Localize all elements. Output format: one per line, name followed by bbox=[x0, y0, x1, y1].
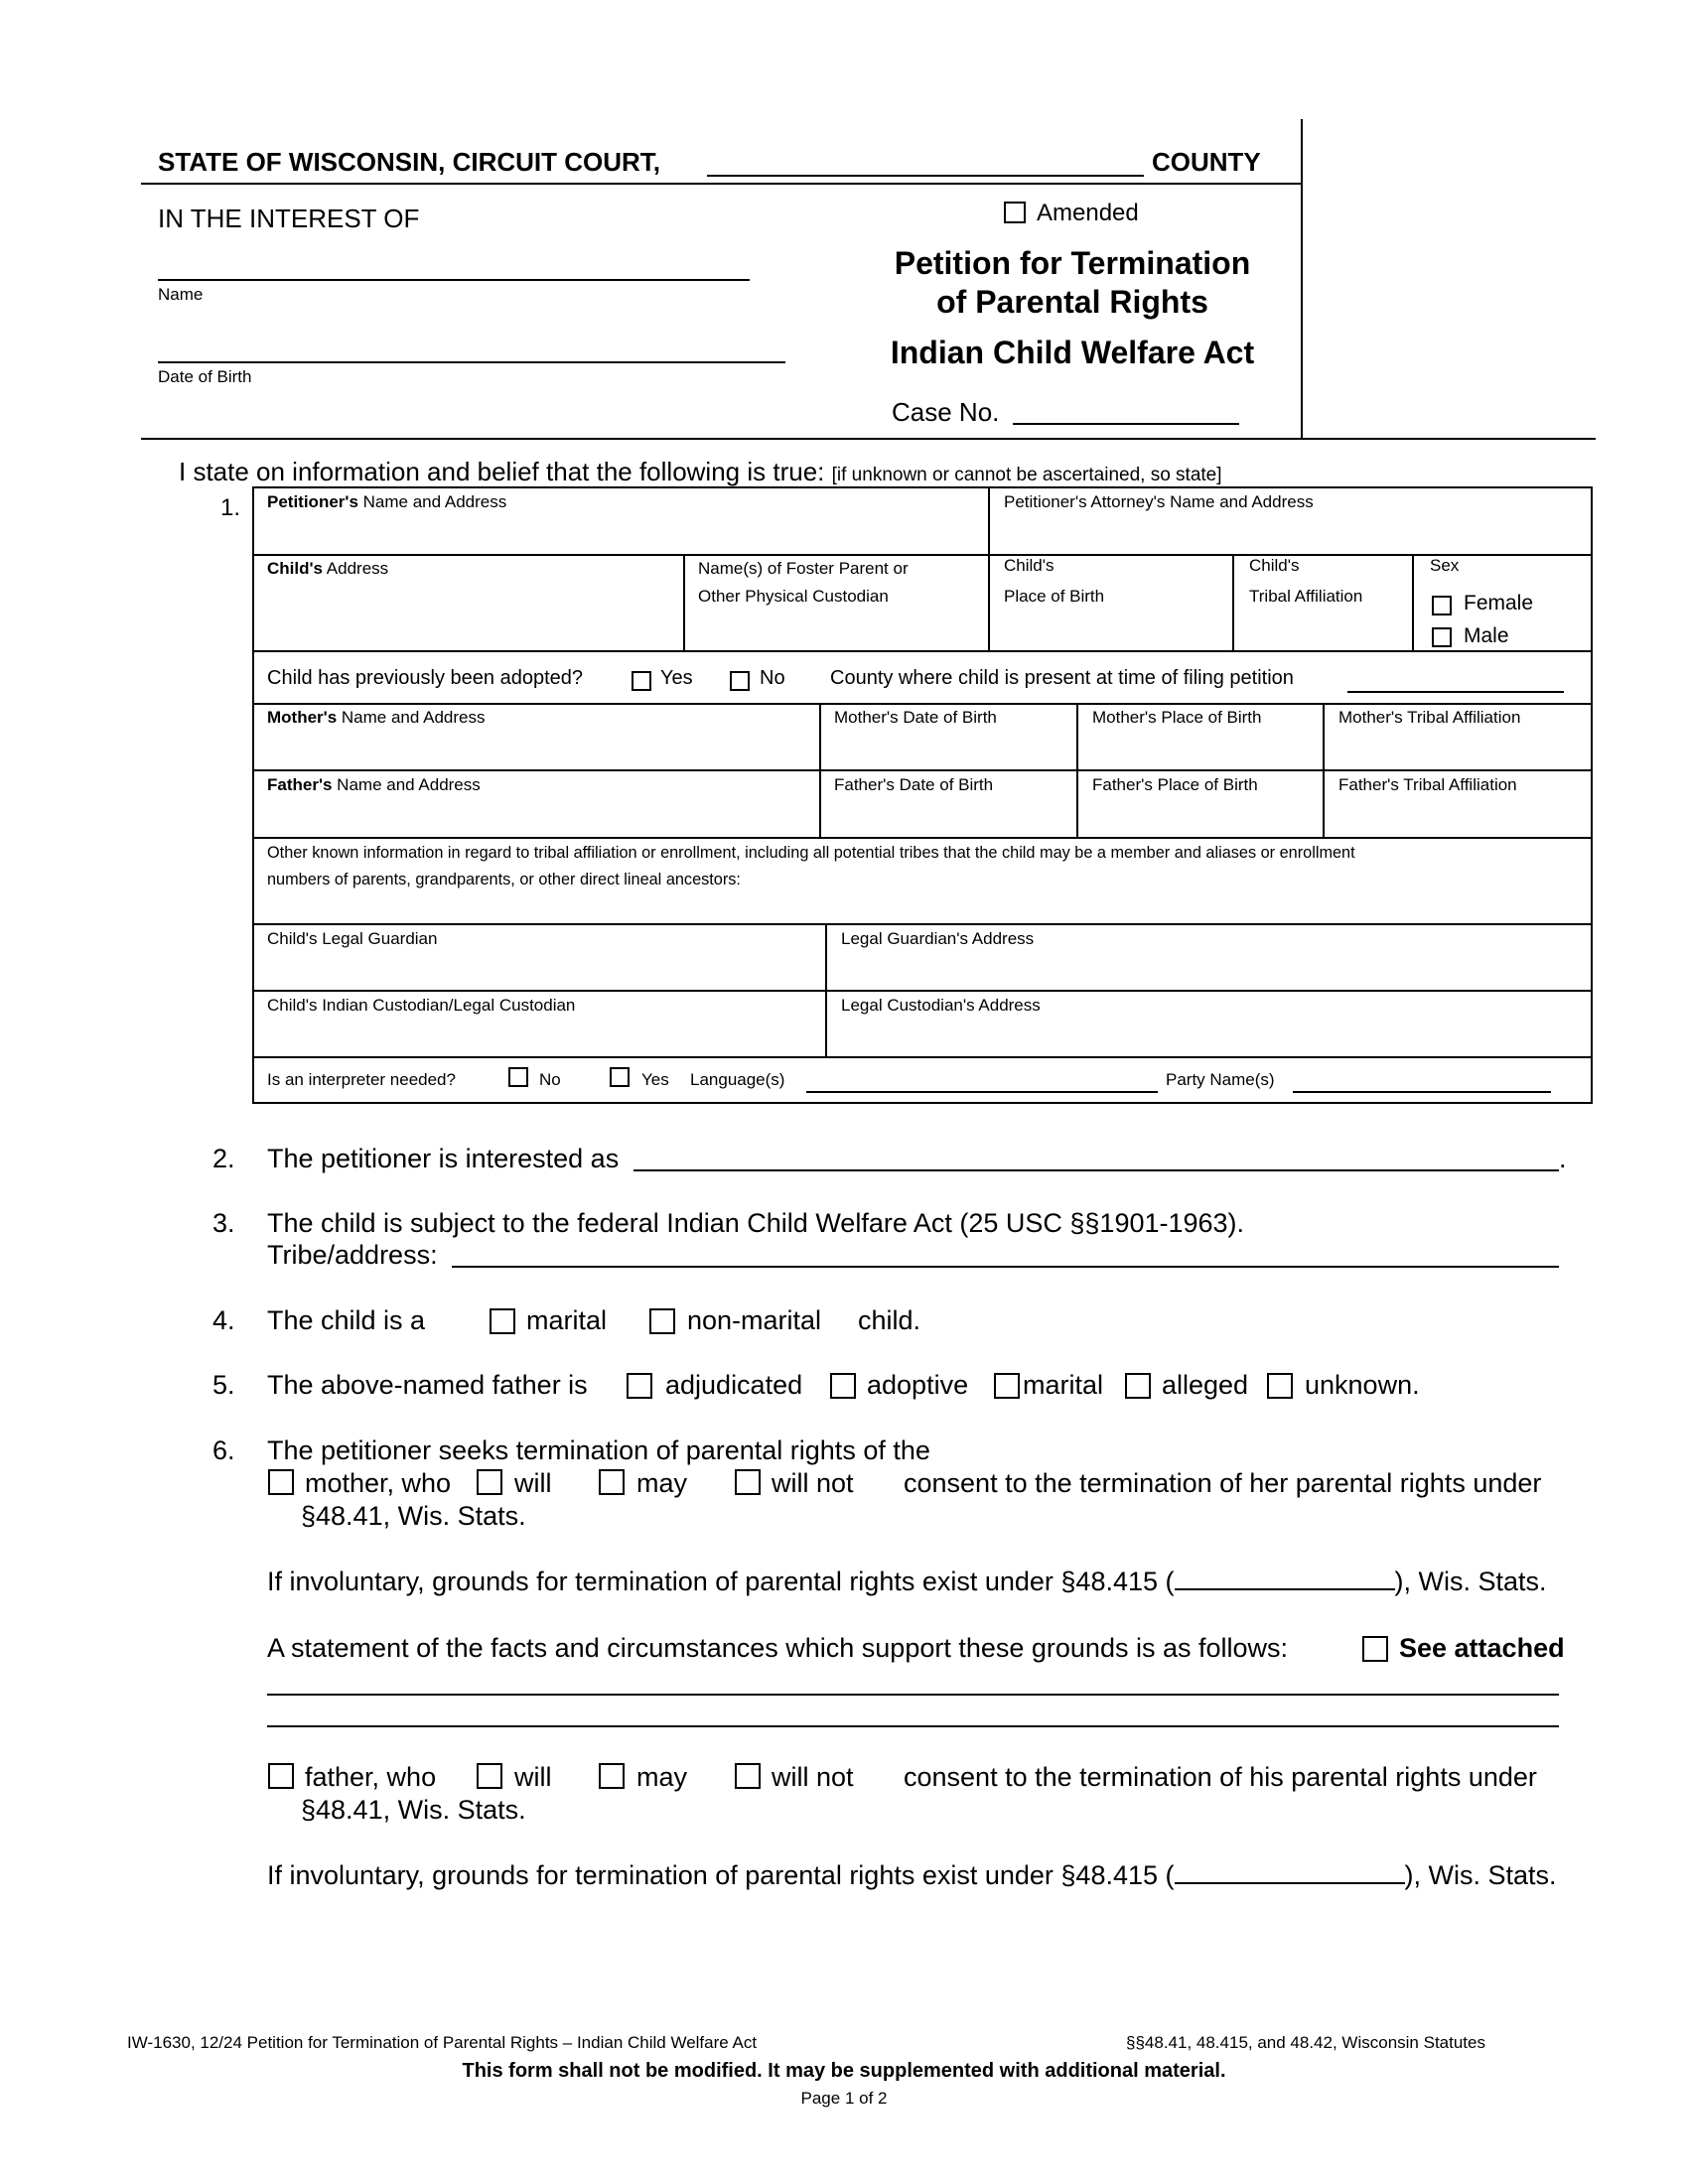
father-pob-cell[interactable]: Father's Place of Birth bbox=[1092, 775, 1258, 794]
guardian-address-cell[interactable]: Legal Guardian's Address bbox=[841, 929, 1035, 948]
case-no-label: Case No. bbox=[892, 397, 1000, 427]
modification-notice: This form shall not be modified. It may be supplemented with additional material. bbox=[462, 2060, 1226, 2082]
adopted-question: Child has previously been adopted? bbox=[267, 667, 583, 689]
mother-involuntary-b: ), Wis. Stats. bbox=[1394, 1567, 1547, 1596]
father-label-bold: Father's bbox=[267, 775, 333, 794]
father-consent-text: consent to the termination of his parental rights under bbox=[904, 1762, 1537, 1792]
mother-may-label: may bbox=[636, 1468, 688, 1498]
father-will-label: will bbox=[514, 1762, 552, 1792]
amended-checkbox[interactable] bbox=[1004, 202, 1026, 223]
county-present-label: County where child is present at time of filing petition bbox=[830, 667, 1294, 689]
amended-label: Amended bbox=[1037, 200, 1139, 226]
mother-may-checkbox[interactable] bbox=[599, 1469, 625, 1495]
male-checkbox[interactable] bbox=[1432, 627, 1452, 647]
table-col-rule bbox=[819, 703, 821, 838]
marital-label: marital bbox=[526, 1305, 608, 1335]
interpreter-no-checkbox[interactable] bbox=[508, 1067, 528, 1087]
interpreter-yes-checkbox[interactable] bbox=[610, 1067, 630, 1087]
adopted-no-checkbox[interactable] bbox=[730, 671, 750, 691]
table-col-rule bbox=[825, 923, 827, 1057]
child-name-blank[interactable] bbox=[158, 279, 750, 281]
header-bottom-rule bbox=[141, 438, 1596, 440]
interested-as-blank[interactable] bbox=[633, 1169, 1559, 1171]
child-pob-label-2: Place of Birth bbox=[1004, 587, 1105, 606]
name-label: Name bbox=[158, 285, 204, 304]
tribe-address-blank[interactable] bbox=[452, 1266, 1559, 1268]
table-rule bbox=[252, 554, 1593, 556]
child-address-label: Address bbox=[323, 559, 389, 578]
mother-involuntary-text bbox=[267, 1567, 1547, 1597]
court-heading: STATE OF WISCONSIN, CIRCUIT COURT, bbox=[158, 147, 661, 177]
case-no-blank[interactable] bbox=[1013, 423, 1239, 425]
child-label-bold: Child's bbox=[267, 559, 323, 578]
mother-label: Name and Address bbox=[337, 708, 486, 727]
mother-statute: §48.41, Wis. Stats. bbox=[301, 1501, 526, 1531]
interpreter-no-label: No bbox=[539, 1070, 561, 1089]
header-divider bbox=[1301, 119, 1303, 439]
item-5-number: 5. bbox=[212, 1370, 235, 1400]
item-5-text: The above-named father is bbox=[267, 1370, 588, 1400]
father-dob-cell[interactable]: Father's Date of Birth bbox=[834, 775, 994, 794]
child-address-cell[interactable] bbox=[267, 555, 388, 583]
mother-will-checkbox[interactable] bbox=[477, 1469, 502, 1495]
foster-parent-label-1[interactable]: Name(s) of Foster Parent or bbox=[698, 559, 909, 578]
attorney-cell[interactable]: Petitioner's Attorney's Name and Address bbox=[1004, 492, 1314, 511]
table-col-rule bbox=[988, 486, 990, 651]
child-tribal-label-1[interactable]: Child's bbox=[1249, 556, 1300, 575]
father-cell[interactable] bbox=[267, 771, 481, 799]
child-tribal-label-2: Tribal Affiliation bbox=[1249, 587, 1363, 606]
adopted-yes-checkbox[interactable] bbox=[632, 671, 651, 691]
item-2-text: The petitioner is interested as bbox=[267, 1144, 620, 1173]
mother-will-label: will bbox=[514, 1468, 552, 1498]
title-line-1: Petition for Termination bbox=[894, 245, 1251, 281]
table-rule bbox=[252, 1056, 1593, 1058]
interpreter-question: Is an interpreter needed? bbox=[267, 1070, 456, 1089]
party-name-label: Party Name(s) bbox=[1166, 1070, 1275, 1089]
mother-tribal-cell[interactable]: Mother's Tribal Affiliation bbox=[1338, 708, 1521, 727]
father-who-label: father, who bbox=[305, 1762, 437, 1792]
item-3-text: The child is subject to the federal Indian Child Welfare Act (25 USC §§1901-1963). bbox=[267, 1208, 1245, 1238]
county-blank[interactable] bbox=[707, 175, 1144, 177]
item-2-period: . bbox=[1559, 1144, 1567, 1173]
form-id: IW-1630, 12/24 Petition for Termination of Parental Rights – Indian Child Welfare Act bbox=[127, 2033, 758, 2052]
table-col-rule bbox=[1412, 554, 1414, 651]
header-rule bbox=[141, 183, 1303, 185]
mother-grounds-blank[interactable] bbox=[1175, 1567, 1395, 1590]
mother-will-not-checkbox[interactable] bbox=[735, 1469, 761, 1495]
child-pob-label-1[interactable]: Child's bbox=[1004, 556, 1055, 575]
statement-blank-2[interactable] bbox=[267, 1725, 1559, 1727]
party-name-blank[interactable] bbox=[1293, 1091, 1551, 1093]
intro-main: I state on information and belief that the following is true: bbox=[179, 457, 825, 486]
mother-label-bold: Mother's bbox=[267, 708, 338, 727]
father-will-not-label: will not bbox=[772, 1762, 854, 1792]
mother-checkbox[interactable] bbox=[268, 1469, 294, 1495]
mother-who-label: mother, who bbox=[305, 1468, 452, 1498]
county-label: COUNTY bbox=[1152, 147, 1261, 177]
marital-checkbox[interactable] bbox=[490, 1308, 515, 1334]
father-may-checkbox[interactable] bbox=[599, 1763, 625, 1789]
intro-note: [if unknown or cannot be ascertained, so state] bbox=[831, 465, 1222, 485]
interest-of-label: IN THE INTEREST OF bbox=[158, 204, 420, 233]
unknown-label: unknown. bbox=[1305, 1370, 1420, 1400]
female-checkbox[interactable] bbox=[1432, 596, 1452, 615]
adjudicated-label: adjudicated bbox=[665, 1370, 803, 1400]
statement-text: A statement of the facts and circumstances which support these grounds is as follows: bbox=[267, 1633, 1289, 1663]
table-col-rule bbox=[1076, 703, 1078, 838]
non-marital-label: non-marital bbox=[687, 1305, 822, 1335]
custodian-address-cell[interactable]: Legal Custodian's Address bbox=[841, 996, 1041, 1015]
language-label: Language(s) bbox=[690, 1070, 785, 1089]
adopted-no-label: No bbox=[760, 667, 785, 689]
table-rule bbox=[252, 650, 1593, 652]
title-line-2: of Parental Rights bbox=[936, 284, 1208, 320]
female-label: Female bbox=[1464, 592, 1534, 614]
father-will-not-checkbox[interactable] bbox=[735, 1763, 761, 1789]
father-will-checkbox[interactable] bbox=[477, 1763, 502, 1789]
language-blank[interactable] bbox=[806, 1091, 1158, 1093]
tribe-address-label: Tribe/address: bbox=[267, 1240, 438, 1270]
interpreter-yes-label: Yes bbox=[641, 1070, 669, 1089]
alleged-checkbox[interactable] bbox=[1125, 1373, 1151, 1399]
other-info-line-2: numbers of parents, grandparents, or other direct lineal ancestors: bbox=[267, 871, 741, 888]
item-4-text: The child is a bbox=[267, 1305, 426, 1335]
mother-consent-text: consent to the termination of her parental rights under bbox=[904, 1468, 1542, 1498]
county-present-blank[interactable] bbox=[1347, 691, 1564, 693]
adoptive-label: adoptive bbox=[867, 1370, 969, 1400]
father-involuntary-text bbox=[267, 1860, 1557, 1891]
mother-will-not-label: will not bbox=[772, 1468, 854, 1498]
adoptive-checkbox[interactable] bbox=[830, 1373, 856, 1399]
father-statute: §48.41, Wis. Stats. bbox=[301, 1795, 526, 1825]
father-checkbox[interactable] bbox=[268, 1763, 294, 1789]
guardian-cell[interactable]: Child's Legal Guardian bbox=[267, 929, 438, 948]
dob-blank[interactable] bbox=[158, 361, 785, 363]
male-label: Male bbox=[1464, 624, 1509, 647]
father-tribal-cell[interactable]: Father's Tribal Affiliation bbox=[1338, 775, 1517, 794]
item-6-number: 6. bbox=[212, 1435, 235, 1465]
father-involuntary-b: ), Wis. Stats. bbox=[1404, 1860, 1557, 1890]
unknown-checkbox[interactable] bbox=[1267, 1373, 1293, 1399]
father-marital-checkbox[interactable] bbox=[994, 1373, 1020, 1399]
statutes-ref: §§48.41, 48.415, and 48.42, Wisconsin Statutes bbox=[1126, 2033, 1485, 2052]
non-marital-checkbox[interactable] bbox=[649, 1308, 675, 1334]
petitioner-cell[interactable] bbox=[267, 488, 506, 516]
table-col-rule bbox=[683, 554, 685, 651]
statement-blank-1[interactable] bbox=[267, 1694, 1559, 1696]
item-2-number: 2. bbox=[212, 1144, 235, 1173]
dob-label: Date of Birth bbox=[158, 367, 252, 386]
item-1-number: 1. bbox=[220, 494, 241, 521]
item-4-number: 4. bbox=[212, 1305, 235, 1335]
intro-statement bbox=[179, 457, 1222, 487]
petitioner-label: Name and Address bbox=[357, 492, 507, 511]
other-info-line-1[interactable]: Other known information in regard to tribal affiliation or enrollment, including all potential tribes that the child may be a member and aliases or enrollment bbox=[267, 844, 1355, 862]
mother-cell[interactable] bbox=[267, 704, 485, 732]
mother-pob-cell[interactable]: Mother's Place of Birth bbox=[1092, 708, 1262, 727]
table-col-rule bbox=[1323, 703, 1325, 838]
item-4-end: child. bbox=[858, 1305, 921, 1335]
father-marital-label: marital bbox=[1023, 1370, 1104, 1400]
mother-dob-cell[interactable]: Mother's Date of Birth bbox=[834, 708, 997, 727]
father-may-label: may bbox=[636, 1762, 688, 1792]
foster-parent-label-2: Other Physical Custodian bbox=[698, 587, 889, 606]
mother-involuntary-a: If involuntary, grounds for termination of parental rights exist under §48.415 ( bbox=[267, 1567, 1175, 1596]
see-attached-checkbox[interactable] bbox=[1362, 1636, 1388, 1662]
title-line-3: Indian Child Welfare Act bbox=[890, 335, 1255, 370]
adopted-yes-label: Yes bbox=[660, 667, 693, 689]
father-label: Name and Address bbox=[332, 775, 481, 794]
table-col-rule bbox=[1232, 554, 1234, 651]
custodian-cell[interactable]: Child's Indian Custodian/Legal Custodian bbox=[267, 996, 576, 1015]
alleged-label: alleged bbox=[1162, 1370, 1249, 1400]
item-6-text: The petitioner seeks termination of parental rights of the bbox=[267, 1435, 930, 1465]
item-3-number: 3. bbox=[212, 1208, 235, 1238]
adjudicated-checkbox[interactable] bbox=[627, 1373, 652, 1399]
petitioner-label-bold: Petitioner's bbox=[267, 492, 358, 511]
father-grounds-blank[interactable] bbox=[1175, 1860, 1405, 1884]
father-involuntary-a: If involuntary, grounds for termination of parental rights exist under §48.415 ( bbox=[267, 1860, 1175, 1890]
sex-label: Sex bbox=[1430, 556, 1460, 575]
page-number: Page 1 of 2 bbox=[800, 2089, 888, 2108]
see-attached-label: See attached bbox=[1399, 1633, 1565, 1663]
